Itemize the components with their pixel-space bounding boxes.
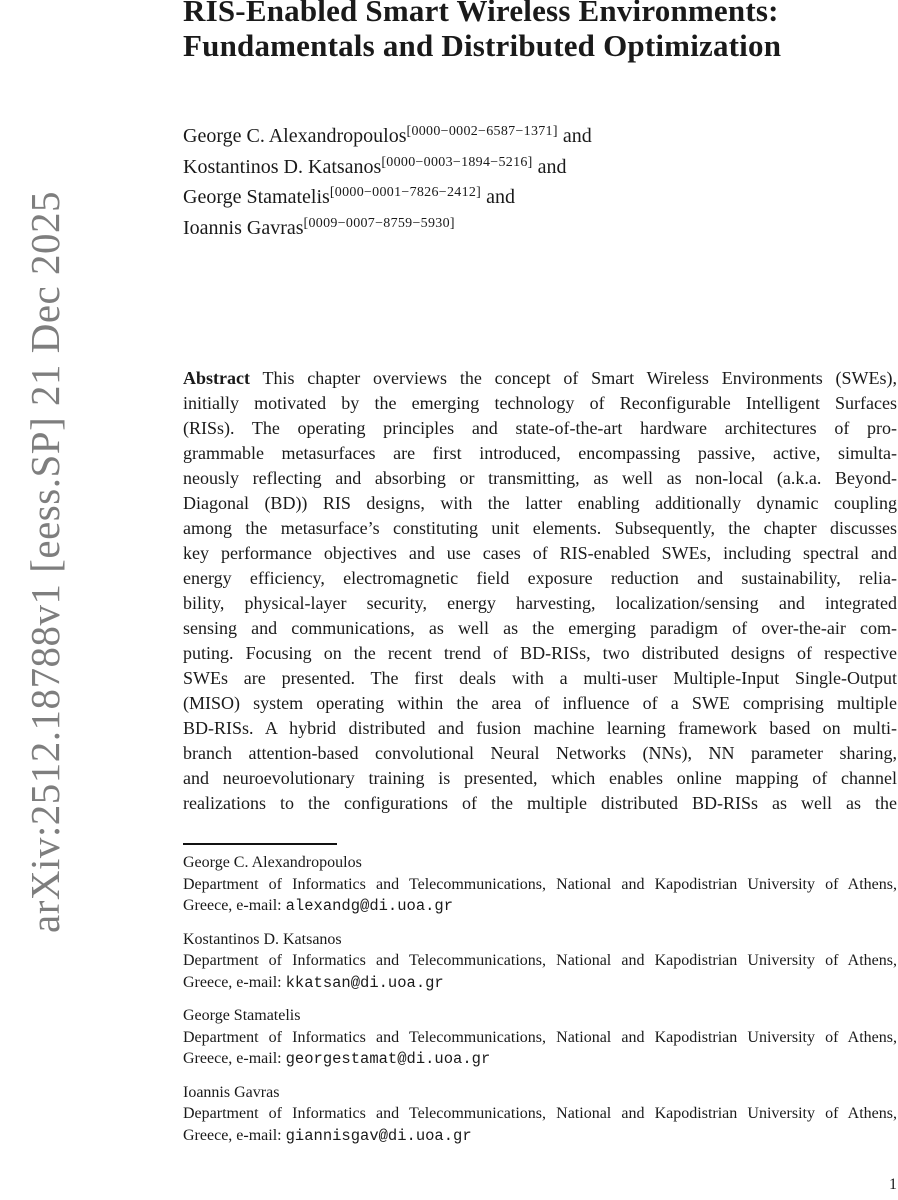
footnote-affiliation: Department of Informatics and Telecommunications, National and Kapodistrian University of Athens,: [183, 875, 897, 893]
footnote-email-prefix: Greece, e-mail:: [183, 1050, 286, 1067]
footnote-rule: [183, 843, 337, 845]
abstract-label: Abstract: [183, 368, 250, 388]
author-line: [183, 180, 897, 211]
abstract: [183, 366, 897, 816]
email-link[interactable]: alexandg@di.uoa.gr: [285, 897, 454, 915]
abstract-line: bility, physical-layer security, energy harvesting, localization/sensing and integrated: [183, 593, 897, 613]
footnote-affiliation: Department of Informatics and Telecommunications, National and Kapodistrian University of Athens,: [183, 1105, 897, 1122]
abstract-line: SWEs are presented. The first deals with a multi-user Multiple-Input Single-Output: [183, 668, 897, 688]
footnote-affiliation: Department of Informatics and Telecommunications, National and Kapodistrian University of Athens,: [183, 952, 897, 969]
footnote-email-line: [183, 895, 897, 918]
abstract-line: and neuroevolutionary training is presented, which enables online mapping of channel: [183, 768, 897, 788]
footnote-author-name: George Stamatelis: [183, 1007, 301, 1024]
abstract-line: puting. Focusing on the recent trend of BD-RISs, two distributed designs of respective: [183, 643, 897, 663]
abstract-line-text: This chapter overviews the concept of Smart Wireless Environments (SWEs),: [262, 368, 897, 388]
author-connector: and: [537, 155, 567, 178]
author-name: Ioannis Gavras: [183, 216, 304, 239]
abstract-line: neously reflecting and absorbing or transmitting, as well as non-local (a.k.a. Beyond-: [183, 468, 897, 488]
footnote-email-line: [183, 1048, 897, 1071]
abstract-line: (MISO) system operating within the area of influence of a SWE comprising multiple: [183, 693, 897, 713]
footnotes: [183, 852, 897, 1158]
footnote: [183, 929, 897, 995]
abstract-line: initially motivated by the emerging technology of Reconfigurable Intelligent Surfaces: [183, 393, 897, 413]
author-name: George Stamatelis: [183, 186, 330, 208]
footnote-author-name: Ioannis Gavras: [183, 1083, 280, 1101]
abstract-line: sensing and communications, as well as the emerging paradigm of over-the-air com-: [183, 618, 897, 638]
footnote-affiliation: Department of Informatics and Telecommunications, National and Kapodistrian University of Athens,: [183, 1028, 897, 1046]
abstract-line: Diagonal (BD)) RIS designs, with the latter enabling additionally dynamic coupling: [183, 493, 897, 513]
abstract-line: among the metasurface’s constituting unit elements. Subsequently, the chapter discusses: [183, 518, 897, 538]
footnote: [183, 1082, 897, 1148]
abstract-line: key performance objectives and use cases of RIS-enabled SWEs, including spectral and: [183, 543, 897, 563]
abstract-line: grammable metasurfaces are first introduced, encompassing passive, active, simulta-: [183, 443, 897, 463]
footnote-email-line: [183, 1125, 897, 1148]
email-link[interactable]: giannisgav@di.uoa.gr: [285, 1126, 472, 1145]
footnote-email-line: [183, 972, 897, 995]
paper-title-line2: Fundamentals and Distributed Optimization: [183, 28, 782, 63]
abstract-line: energy efficiency, electromagnetic field exposure reduction and sustainability, relia-: [183, 568, 897, 588]
author-name: Kostantinos D. Katsanos: [183, 155, 382, 178]
footnote-email-prefix: Greece, e-mail:: [183, 1126, 286, 1144]
arxiv-watermark: arXiv:2512.18788v1 [eess.SP] 21 Dec 2025: [22, 191, 68, 933]
author-line: [183, 119, 897, 150]
abstract-line: [183, 366, 897, 391]
author-orcid: [0000−0003−1894−5216]: [381, 154, 533, 170]
author-orcid: [0000−0001−7826−2412]: [329, 185, 482, 200]
abstract-line: branch attention-based convolutional Neural Networks (NNs), NN parameter sharing,: [183, 743, 897, 763]
footnote: [183, 1005, 897, 1071]
paper-title-line1: RIS-Enabled Smart Wireless Environments:: [183, 0, 779, 28]
author-connector: and: [486, 186, 516, 208]
email-link[interactable]: georgestamat@di.uoa.gr: [285, 1050, 491, 1068]
abstract-line: (RISs). The operating principles and state-of-the-art hardware architectures of pro-: [183, 418, 897, 438]
email-link[interactable]: kkatsan@di.uoa.gr: [285, 973, 444, 992]
author-orcid: [0009−0007−8759−5930]: [303, 215, 455, 231]
author-orcid: [0000−0002−6587−1371]: [406, 124, 558, 139]
footnote: [183, 852, 897, 918]
paper-title: [183, 0, 897, 63]
author-line: [183, 211, 897, 242]
page-number: 1: [889, 1176, 897, 1193]
footnote-author-name: Kostantinos D. Katsanos: [183, 930, 342, 948]
footnote-email-prefix: Greece, e-mail:: [183, 897, 286, 914]
author-connector: and: [562, 125, 592, 147]
footnote-author-name: George C. Alexandropoulos: [183, 854, 362, 871]
abstract-line: BD-RISs. A hybrid distributed and fusion machine learning framework based on multi-: [183, 718, 897, 738]
author-name: George C. Alexandropoulos: [183, 125, 407, 147]
author-line: [183, 150, 897, 181]
footnote-email-prefix: Greece, e-mail:: [183, 973, 286, 991]
abstract-line: realizations to the configurations of the multiple distributed BD-RISs as well as the: [183, 793, 897, 813]
author-list: [183, 119, 897, 241]
